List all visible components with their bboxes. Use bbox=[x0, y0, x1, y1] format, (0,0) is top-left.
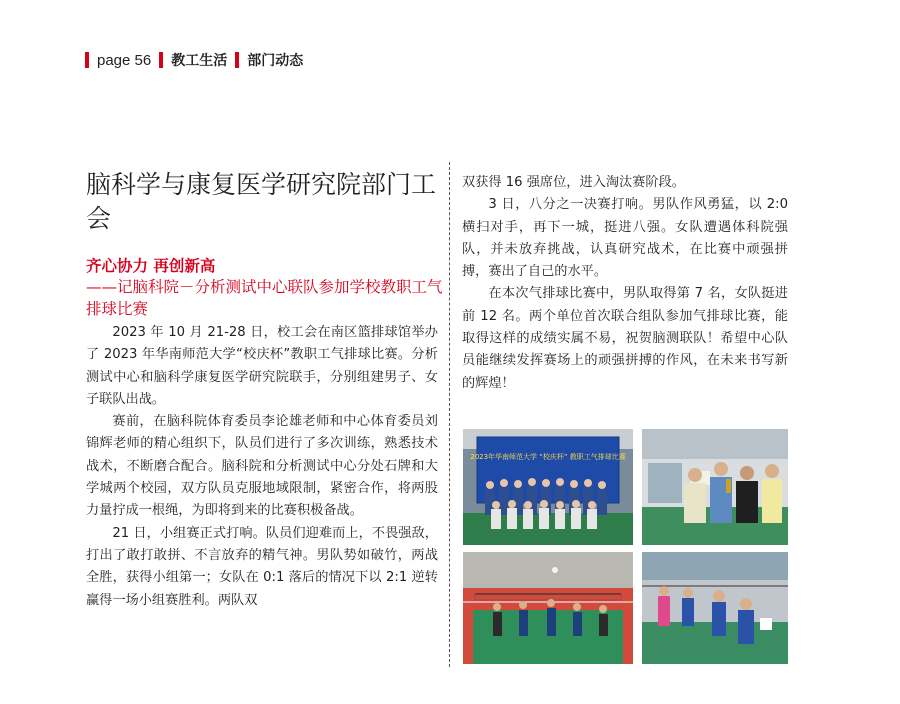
women-team-photo bbox=[642, 552, 788, 664]
page-header bbox=[85, 50, 311, 70]
body-paragraph-continued: 双获得 16 强席位，进入淘汰赛阶段。 bbox=[462, 175, 685, 190]
body-paragraph: 21 日，小组赛正式打响。队员们迎难而上，不畏强敌，打出了敢打敢拼、不言放弃的精气神。男队势如破竹，两战全胜，获得小组第一；女队在 0:1 落后的情况下以 2:1 逆转赢得一场小组赛胜利。两队双 bbox=[86, 525, 438, 608]
red-bar-marker bbox=[85, 52, 89, 68]
article-subtitle-detail: ——记脑科院－分析测试中心联队参加学校教职工气排球比赛 bbox=[86, 278, 443, 318]
left-column bbox=[86, 322, 438, 612]
column-divider bbox=[449, 162, 450, 667]
article-subtitle-main: 齐心协力 再创新高 bbox=[86, 257, 216, 275]
subsection-name: 部门动态 bbox=[247, 53, 304, 69]
article-title: 脑科学与康复医学研究院部门工会 bbox=[86, 170, 437, 233]
section-name: 教工生活 bbox=[171, 53, 228, 69]
match-action-photo bbox=[463, 552, 633, 664]
award-ceremony-photo bbox=[642, 429, 788, 545]
body-paragraph: 3 日，八分之一决赛打响。男队作风勇猛，以 2:0 横扫对手，再下一城，挺进八强。女队遭遇体科院强队，并未放弃挑战，认真研究战术，在比赛中顽强拼搏，赛出了自己的水平。 bbox=[462, 197, 788, 280]
right-column bbox=[462, 172, 788, 395]
red-bar-marker bbox=[235, 52, 239, 68]
page-number: page 56 bbox=[97, 51, 152, 69]
body-paragraph: 赛前，在脑科院体育委员李论雄老师和中心体育委员刘锦辉老师的精心组织下，队员们进行了多次训练，熟悉技术战术，不断磨合配合。脑科院和分析测试中心分处石牌和大学城两个校园，双方队员克服地域限制，紧密合作，将两股力量拧成一根绳，为即将到来的比赛积极备战。 bbox=[86, 414, 438, 519]
banner-text: 2023年华南师范大学 “校庆杯” 教职工气排球比赛 bbox=[470, 453, 626, 461]
body-paragraph: 2023 年 10 月 21-28 日，校工会在南区篮排球馆举办了 2023 年华南师范大学“校庆杯”教职工气排球比赛。分析测试中心和脑科学康复医学研究院联手，分别组建男子、女子联队出战。 bbox=[86, 325, 438, 407]
body-paragraph: 在本次气排球比赛中，男队取得第 7 名，女队挺进前 12 名。两个单位首次联合组队参加气排球比赛，能取得这样的成绩实属不易，祝贺脑测联队！希望中心队员能继续发挥赛场上的顽强拼搏的作风，在未来书写新的辉煌！ bbox=[462, 286, 788, 391]
team-group-photo bbox=[463, 429, 633, 545]
red-bar-marker bbox=[159, 52, 163, 68]
